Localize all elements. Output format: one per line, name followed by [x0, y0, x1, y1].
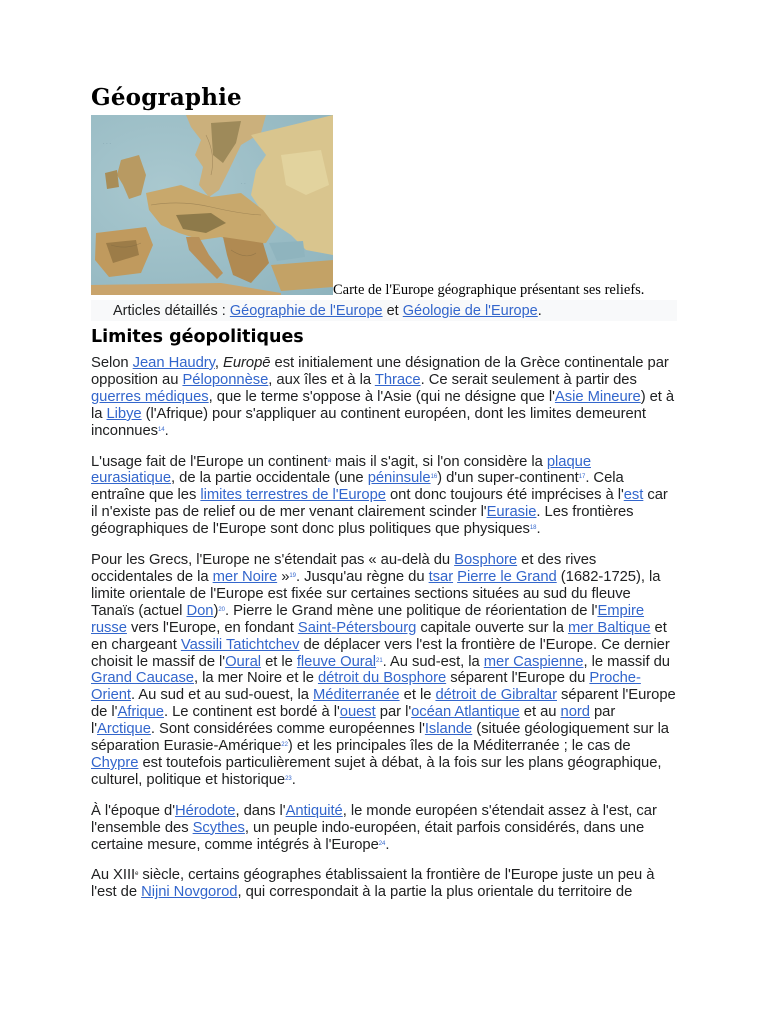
link[interactable]: mer Noire	[212, 568, 278, 585]
text-run: par l'	[375, 704, 412, 721]
text-run: est initialement une désignation de la Grèce continentale par opposition au	[91, 355, 669, 388]
link[interactable]: Bosphore	[454, 552, 518, 569]
text-run: .	[164, 422, 169, 439]
link[interactable]: Thrace	[374, 371, 421, 388]
link[interactable]: Jean Haudry	[132, 355, 215, 371]
link[interactable]: Eurasie	[486, 504, 537, 521]
text-run: ont donc toujours été imprécises à l'	[385, 487, 624, 504]
link[interactable]: Hérodote	[174, 802, 236, 819]
text-run: . Au sud et au sud-ouest, la	[131, 687, 313, 704]
figure-caption: Carte de l'Europe géographique présentant ses reliefs.	[333, 282, 645, 298]
text-run: .	[536, 521, 541, 538]
text-run: vers l'Europe, en fondant	[126, 619, 298, 636]
text-run: siècle, certains géographes établissaient la frontière de l'Europe juste un peu à l'est de	[91, 867, 655, 901]
link[interactable]: Libye	[106, 405, 142, 422]
text-run: . Au sud-est, la	[382, 653, 484, 670]
link[interactable]: limites terrestres de l'Europe	[200, 487, 386, 504]
reference-link[interactable]: 21	[376, 657, 383, 664]
text-run: . Sont considérées comme européennes l'	[150, 721, 425, 738]
link[interactable]: Péloponnèse	[182, 371, 269, 388]
text-run: car il n'existe pas de relief ou de mer venant clairement scinder l'	[91, 487, 668, 521]
text-run: L'usage fait de l'Europe un continent	[91, 453, 328, 470]
text-run: , aux îles et à la	[268, 371, 375, 388]
page-title: Géographie	[91, 84, 242, 111]
text-run: )	[213, 602, 219, 619]
link[interactable]: Empire russe	[91, 602, 645, 636]
emphasis: Europē	[223, 355, 271, 371]
europe-map-graphic	[91, 115, 333, 295]
text-run: , un peuple indo-européen, était parfois considérés, dans une certaine mesure, comme intégrés à l'Europe	[91, 819, 645, 853]
text-run: , dans l'	[235, 802, 286, 819]
link[interactable]: péninsule	[367, 470, 431, 487]
hatnote-suffix: .	[537, 303, 542, 319]
text-run: et au	[519, 704, 561, 721]
text-run: , de la partie occidentale (une	[171, 470, 368, 487]
link[interactable]: Antiquité	[285, 802, 343, 819]
link[interactable]: Vassili Tatichtchev	[180, 636, 300, 653]
figure	[91, 115, 677, 297]
paragraph	[91, 355, 677, 440]
text-run: , la mer Noire et le	[194, 670, 318, 687]
link[interactable]: Arctique	[97, 721, 151, 738]
text-run: ) et à la	[91, 388, 675, 422]
link[interactable]: mer Baltique	[568, 619, 651, 636]
link[interactable]: Nijni Novgorod	[141, 884, 238, 901]
text-run: , le massif du	[583, 653, 670, 670]
link[interactable]: Don	[186, 602, 214, 619]
text-run: . Les frontières géographiques de l'Europe sont donc plus politiques que physiques	[91, 504, 634, 538]
text-run: . Pierre le Grand mène une politique de réorientation de l'	[224, 602, 598, 619]
text-run: Selon	[91, 355, 133, 371]
text-run: et en chargeant	[91, 619, 667, 653]
text-run: séparent l'Europe de l'	[91, 687, 676, 721]
text-run: . Le continent est bordé à l'	[163, 704, 340, 721]
link[interactable]: Pierre le Grand	[457, 568, 557, 585]
paragraph	[91, 454, 677, 539]
link[interactable]: est	[623, 487, 644, 504]
section-heading: Limites géopolitiques	[91, 327, 304, 347]
hatnote-sep: et	[382, 303, 403, 319]
link[interactable]: Islande	[424, 721, 473, 738]
reference-link[interactable]: 22	[281, 742, 288, 749]
link[interactable]: Saint-Pétersbourg	[297, 619, 417, 636]
hatnote	[91, 300, 677, 321]
section-body	[91, 355, 677, 915]
link[interactable]: nord	[560, 704, 590, 721]
reference-link[interactable]: 20	[218, 606, 225, 613]
text-run: mais il s'agit, si l'on considère la	[330, 453, 547, 470]
link-geographie-europe[interactable]: Géographie de l'Europe	[229, 303, 383, 319]
text-run: ,	[214, 355, 224, 371]
text-run: »	[277, 568, 290, 585]
link[interactable]: Asie Mineure	[554, 388, 641, 405]
link-geologie-europe[interactable]: Géologie de l'Europe	[402, 303, 538, 319]
reference-link[interactable]: 19	[289, 572, 296, 579]
text-run: , le monde européen s'étendait assez à l'est, car l'ensemble des	[91, 802, 657, 836]
text-run: et le	[261, 653, 297, 670]
text-run: ) d'un super-continent	[437, 470, 579, 487]
text-run: , qui correspondait à la partie la plus orientale du territoire de	[237, 884, 633, 901]
link[interactable]: Oural	[225, 653, 262, 670]
europe-relief-map[interactable]	[91, 115, 333, 295]
svg-text:· ·: · ·	[241, 181, 246, 187]
text-run: (1682-1725), la limite orientale de l'Europe est fixée sur certaines sections situées au sud du fleuve Tanaïs (actuel	[91, 568, 661, 619]
text-run: . Cela entraîne que les	[91, 470, 624, 504]
link[interactable]: ouest	[339, 704, 376, 721]
superscript: e	[135, 871, 139, 878]
svg-text:· · ·: · · ·	[103, 141, 111, 147]
link[interactable]: Méditerranée	[313, 687, 400, 704]
link[interactable]: plaque eurasiatique	[91, 453, 591, 487]
text-run: et le	[399, 687, 436, 704]
text-run: (située géologiquement sur la séparation Eurasie-Amérique	[91, 721, 669, 755]
text-run: par l'	[91, 704, 616, 738]
link[interactable]: fleuve Oural	[296, 653, 377, 670]
link[interactable]: Afrique	[117, 704, 164, 721]
text-run: et des rives occidentales de la	[91, 552, 597, 585]
paragraph	[91, 552, 677, 789]
link[interactable]: Proche-Orient	[91, 670, 641, 704]
link[interactable]: détroit du Bosphore	[317, 670, 447, 687]
text-run: est toutefois particulièrement sujet à débat, à la fois sur les plans géographique, culturel, politique et historique	[91, 754, 662, 788]
text-run: . Ce serait seulement à partir des	[420, 371, 637, 388]
text-run: Pour les Grecs, l'Europe ne s'étendait pas « au-delà du	[91, 552, 455, 569]
text-run: À l'époque d'	[91, 802, 175, 819]
reference-link[interactable]: 18	[529, 525, 537, 532]
text-run: capitale ouverte sur la	[416, 619, 569, 636]
link[interactable]: océan Atlantique	[411, 704, 520, 721]
text-run: .	[385, 836, 390, 853]
reference-link[interactable]: 14	[158, 426, 165, 433]
text-run: ) et les principales îles de la Méditerranée ; le cas de	[287, 738, 631, 755]
text-run: séparent l'Europe du	[446, 670, 590, 687]
text-run: (l'Afrique) pour s'appliquer au continent européen, dont les limites demeurent inconnues	[91, 405, 646, 439]
reference-link[interactable]: 16	[430, 474, 438, 481]
text-run: .	[291, 771, 296, 788]
paragraph	[91, 867, 677, 901]
text-run: , que le terme s'oppose à l'Asie (qui ne désigne que l'	[208, 388, 555, 405]
link[interactable]: tsar	[428, 568, 454, 585]
note-link[interactable]: a	[327, 457, 331, 464]
link[interactable]: détroit de Gibraltar	[435, 687, 557, 704]
text-run: . Jusqu'au règne du	[295, 568, 429, 585]
link[interactable]: Grand Caucase	[91, 670, 194, 687]
reference-link[interactable]: 23	[285, 775, 292, 782]
link[interactable]: Chypre	[91, 754, 139, 771]
link[interactable]: guerres médiques	[91, 388, 209, 405]
text-run: de déplacer vers l'est la frontière de l'Europe. Ce dernier choisit le massif de l'	[91, 636, 670, 670]
paragraph	[91, 803, 677, 854]
reference-link[interactable]: 17	[578, 474, 586, 481]
text-run: Au XIII	[91, 867, 136, 884]
reference-link[interactable]: 24	[378, 840, 386, 847]
hatnote-prefix: Articles détaillés :	[113, 303, 230, 319]
link[interactable]: Scythes	[192, 819, 245, 836]
link[interactable]: mer Caspienne	[483, 653, 584, 670]
